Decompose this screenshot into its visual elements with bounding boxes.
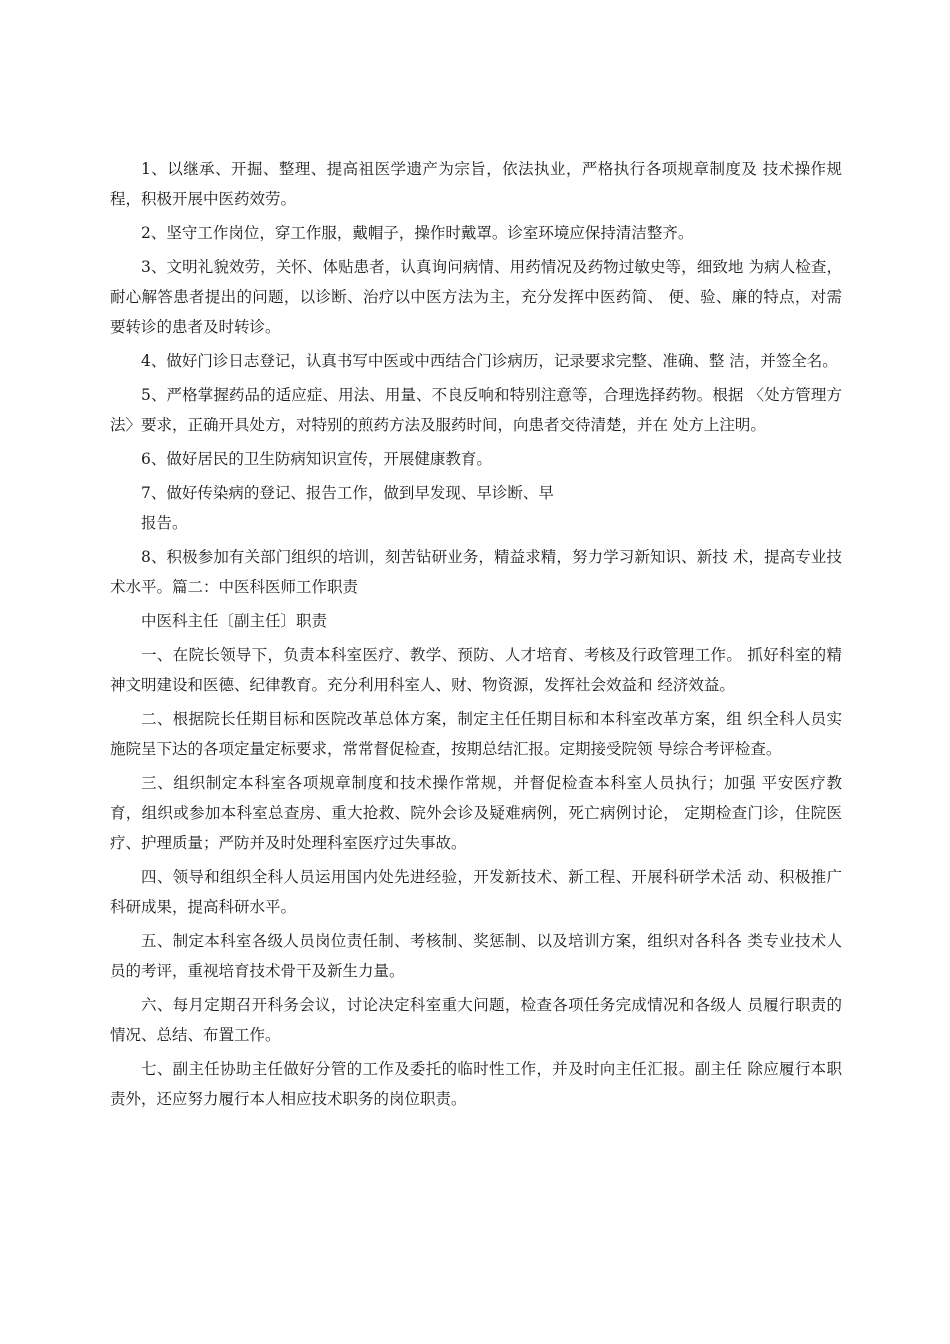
duty-7: 七、副主任协助主任做好分管的工作及委托的临时性工作，并及时向主任汇报。副主任 除应履行本职责外，还应努力履行本人相应技术职务的岗位职责。 (110, 1060, 842, 1108)
section-heading: 中医科主任〔副主任〕职责 (141, 612, 328, 630)
duty-3: 三、组织制定本科室各项规章制度和技术操作常规，并督促检查本科室人员执行；加强 平安医疗教育，组织或参加本科室总查房、重大抢救、院外会诊及疑难病例，死亡病例讨论， 定期检查门诊，住院医疗、护理质量；严防并及时处理科室医疗过失事故。 (110, 774, 842, 852)
document-body (110, 154, 842, 1118)
paragraph-3: 3、文明礼貌效劳，关怀、体贴患者，认真询问病情、用药情况及药物过敏史等，细致地 为病人检查，耐心解答患者提出的问题，以诊断、治疗以中医方法为主，充分发挥中医药简、 便、验、廉的特点，对需要转诊的患者及时转诊。 (110, 258, 842, 336)
duty-2: 二、根据院长任期目标和医院改革总体方案，制定主任任期目标和本科室改革方案，组 织全科人员实施院呈下达的各项定量定标要求，常常督促检查，按期总结汇报。定期接受院领 导综合考评检查。 (110, 710, 842, 758)
paragraph-8: 8、积极参加有关部门组织的培训，刻苦钻研业务，精益求精，努力学习新知识、新技 术，提高专业技术水平。篇二：中医科医师工作职责 (110, 548, 842, 596)
paragraph-4: 4、做好门诊日志登记，认真书写中医或中西结合门诊病历，记录要求完整、准确、整 洁，并签全名。 (141, 352, 838, 370)
paragraph-6: 6、做好居民的卫生防病知识宣传，开展健康教育。 (141, 450, 492, 468)
paragraph-1: 1、以继承、开掘、整理、提高祖医学遗产为宗旨，依法执业，严格执行各项规章制度及 技术操作规程，积极开展中医药效劳。 (110, 160, 842, 208)
paragraph-7-continued: 报告。 (141, 514, 188, 532)
duty-1: 一、在院长领导下，负责本科室医疗、教学、预防、人才培育、考核及行政管理工作。 抓好科室的精神文明建设和医德、纪律教育。充分利用科室人、财、物资源，发挥社会效益和 经济效益。 (110, 646, 842, 694)
duty-5: 五、制定本科室各级人员岗位责任制、考核制、奖惩制、以及培训方案，组织对各科各 类专业技术人员的考评，重视培育技术骨干及新生力量。 (110, 932, 842, 980)
paragraph-5: 5、严格掌握药品的适应症、用法、用量、不良反响和特别注意等，合理选择药物。根据 〈处方管理方法〉要求，正确开具处方，对特别的煎药方法及服药时间，向患者交待清楚，并在 处方上注明。 (110, 386, 842, 434)
duty-6: 六、每月定期召开科务会议，讨论决定科室重大问题，检查各项任务完成情况和各级人 员履行职责的情况、总结、布置工作。 (110, 996, 842, 1044)
paragraph-2: 2、坚守工作岗位，穿工作服，戴帽子，操作时戴罩。诊室环境应保持清洁整齐。 (141, 224, 694, 242)
paragraph-7: 7、做好传染病的登记、报告工作，做到早发现、早诊断、早 (141, 484, 554, 502)
duty-4: 四、领导和组织全科人员运用国内处先进经验，开发新技术、新工程、开展科研学术活 动、积极推广科研成果，提高科研水平。 (110, 868, 842, 916)
